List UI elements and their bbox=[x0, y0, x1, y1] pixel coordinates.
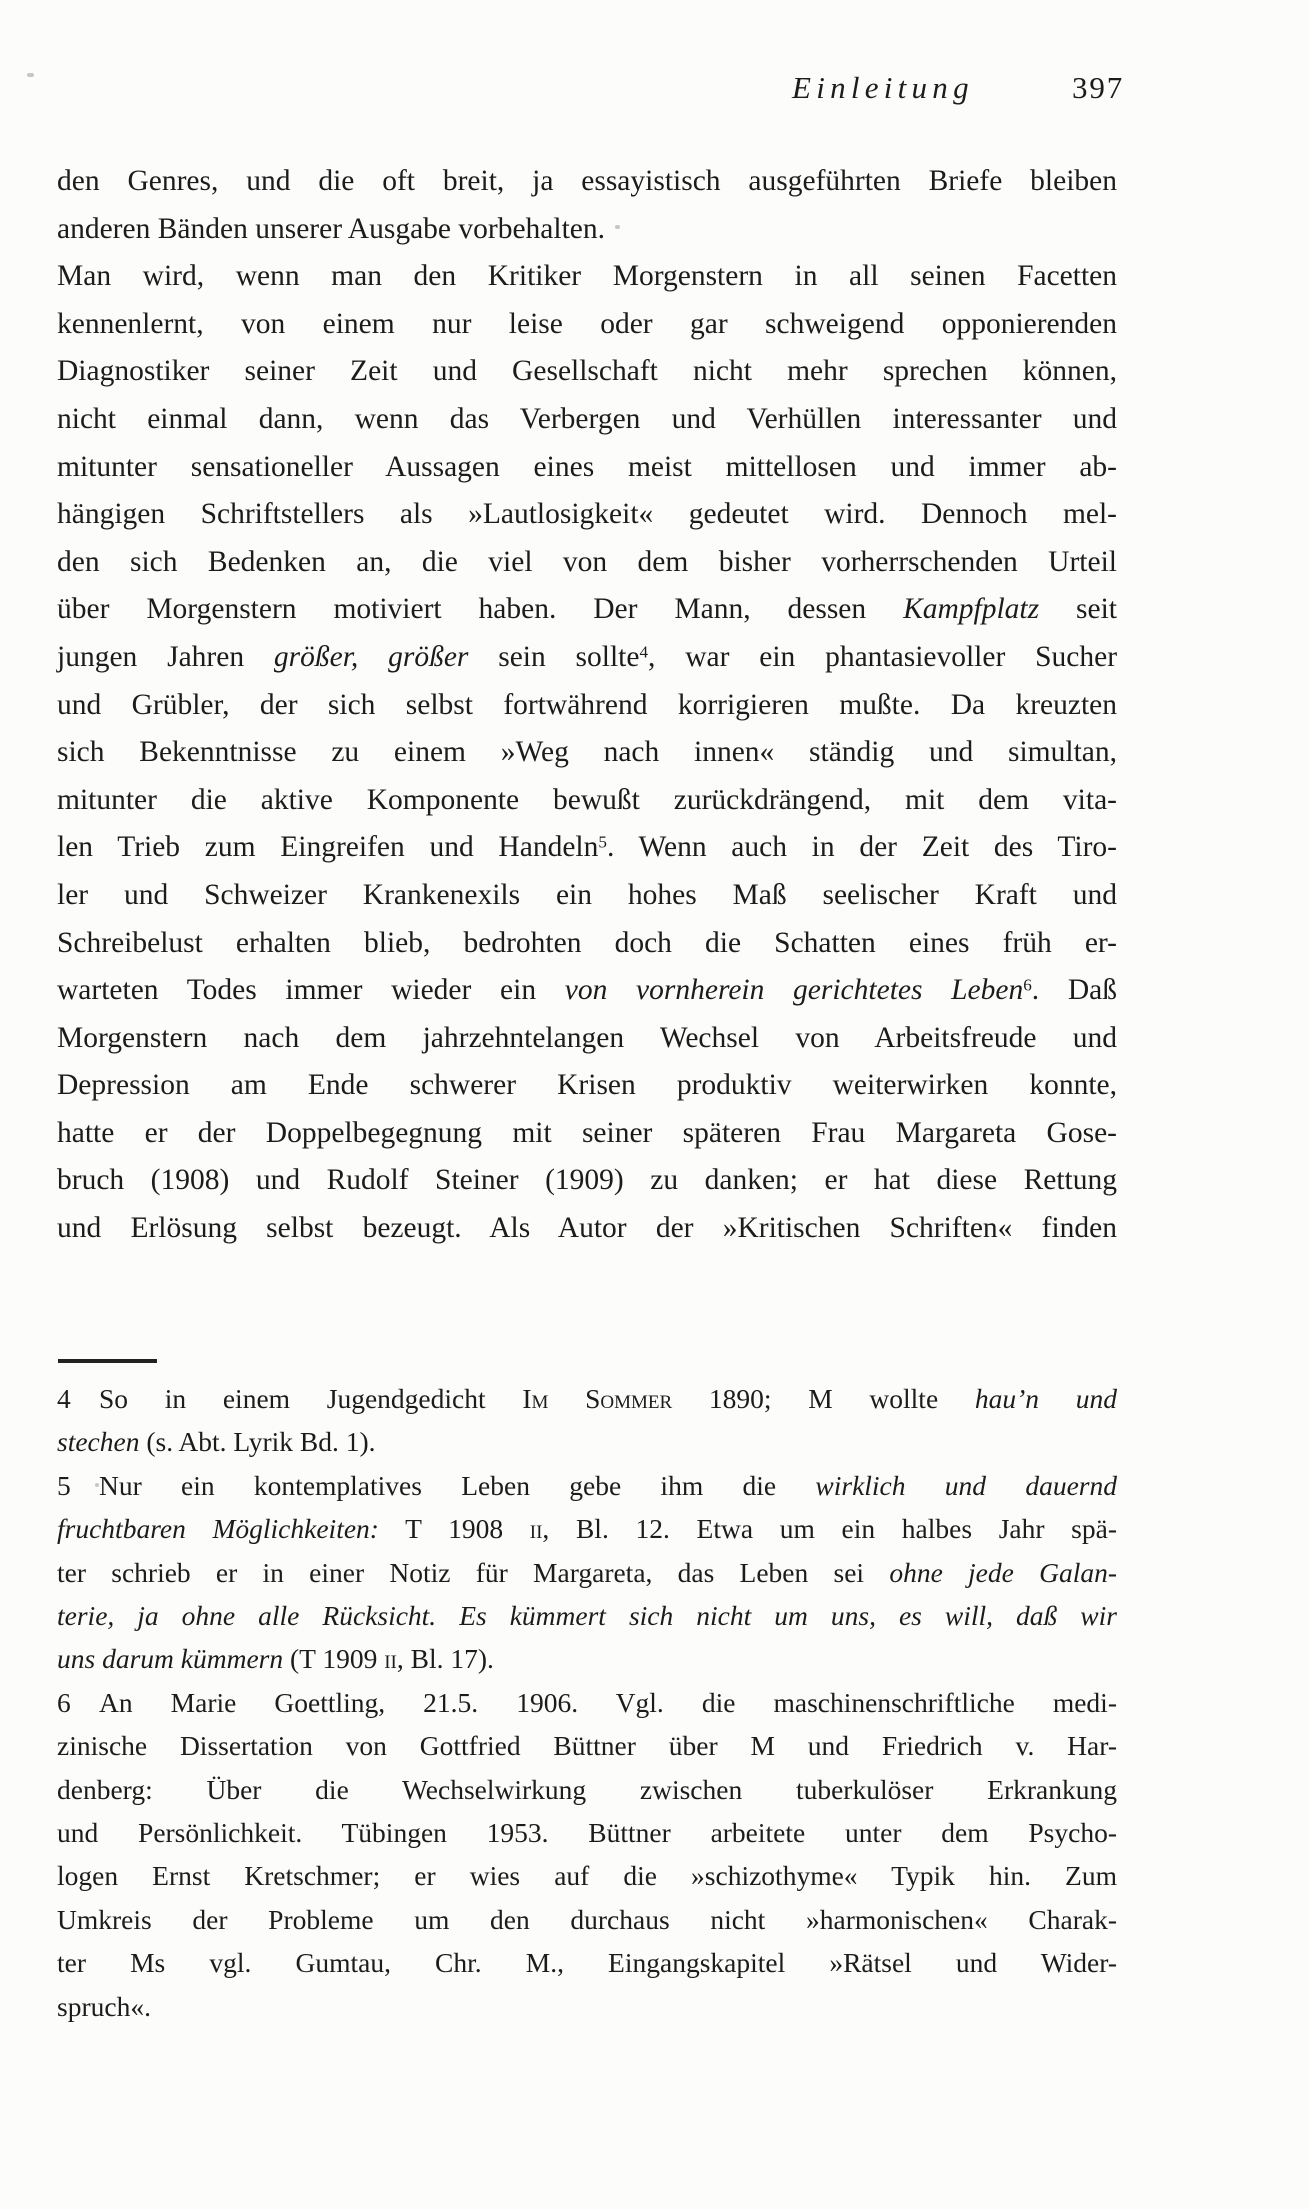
text-run: Nur ein kontemplatives Leben gebe ihm die bbox=[99, 1469, 816, 1501]
text-line bbox=[57, 1724, 1117, 1767]
footnotes-text bbox=[57, 1377, 1117, 2028]
text-line bbox=[57, 1157, 1117, 1205]
text-line bbox=[57, 158, 1117, 206]
text-run: , Bl. 12. Etwa um ein halbes Jahr spä- bbox=[542, 1513, 1117, 1545]
footnote-ref: 6 bbox=[1023, 975, 1032, 995]
body-text bbox=[57, 158, 1117, 1253]
text-line bbox=[57, 1637, 1117, 1680]
text-run: Kampfplatz bbox=[903, 593, 1040, 626]
text-run: Man wird, wenn man den Kritiker Morgenstern in all seinen Facetten bbox=[57, 260, 1117, 293]
text-line bbox=[57, 1420, 1117, 1463]
text-run: Umkreis der Probleme um den durchaus nicht »harmonischen« Charak- bbox=[57, 1903, 1117, 1935]
text-run: ter Ms vgl. Gumtau, Chr. M., Eingangskapitel »Rätsel und Wider- bbox=[57, 1947, 1117, 1979]
text-line bbox=[57, 777, 1117, 825]
footnote-number: 4 bbox=[57, 1383, 71, 1414]
text-line bbox=[57, 682, 1117, 730]
text-run: 1890; M wollte bbox=[672, 1383, 975, 1414]
text-run: und Erlösung selbst bezeugt. Als Autor der »Kritischen Schriften« finden bbox=[57, 1212, 1117, 1245]
text-run: So in einem Jugendgedicht bbox=[99, 1383, 523, 1414]
text-run: hängigen Schriftstellers als »Lautlosigkeit« gedeutet wird. Dennoch mel- bbox=[57, 498, 1117, 531]
text-line bbox=[57, 872, 1117, 920]
text-line bbox=[57, 1594, 1117, 1637]
text-run: Diagnostiker seiner Zeit und Gesellschaft nicht mehr sprechen können, bbox=[57, 355, 1117, 388]
text-run: terie, ja ohne alle Rücksicht. Es kümmert sich nicht um uns, es will, daß wir bbox=[57, 1600, 1117, 1632]
text-run: größer, größer bbox=[273, 640, 469, 673]
text-run: und Grübler, der sich selbst fortwährend korrigieren mußte. Da kreuzten bbox=[57, 688, 1117, 721]
text-line bbox=[57, 206, 1117, 254]
text-line bbox=[57, 1110, 1117, 1158]
text-run: T 1908 bbox=[378, 1513, 530, 1545]
text-line bbox=[57, 1377, 1117, 1420]
text-run: . Daß bbox=[1031, 974, 1117, 1007]
text-line bbox=[57, 1464, 1117, 1507]
text-run: sein sollte bbox=[468, 640, 640, 673]
text-run: ter schrieb er in einer Notiz für Margareta, das Leben sei bbox=[57, 1556, 890, 1588]
text-run: den sich Bedenken an, die viel von dem bisher vorherrschenden Urteil bbox=[57, 545, 1117, 578]
text-run: , war ein phantasievoller Sucher bbox=[648, 640, 1118, 673]
text-run: und Persönlichkeit. Tübingen 1953. Büttner arbeitete unter dem Psycho- bbox=[57, 1817, 1117, 1849]
text-run: denberg: Über die Wechselwirkung zwischen tuberkulöser Erkrankung bbox=[57, 1773, 1117, 1805]
text-run: anderen Bänden unserer Ausgabe vorbehalten. bbox=[57, 212, 605, 245]
running-head-title: Einleitung bbox=[792, 70, 974, 105]
text-line bbox=[57, 967, 1117, 1015]
text-run: den Genres, und die oft breit, ja essayistisch ausgeführten Briefe bleiben bbox=[57, 165, 1117, 197]
text-run: Morgenstern nach dem jahrzehntelangen Wechsel von Arbeitsfreude und bbox=[57, 1021, 1117, 1054]
page-number: 397 bbox=[1072, 70, 1125, 105]
text-line bbox=[57, 824, 1117, 872]
text-run: (T 1909 bbox=[283, 1643, 385, 1675]
text-line bbox=[57, 444, 1117, 492]
text-run: ii bbox=[384, 1643, 397, 1675]
text-run: jungen Jahren bbox=[57, 640, 274, 673]
text-run: ii bbox=[529, 1513, 543, 1545]
text-run: spruch«. bbox=[57, 1990, 151, 2022]
text-line bbox=[57, 1062, 1117, 1110]
text-run: . Wenn auch in der Zeit des Tiro- bbox=[606, 831, 1117, 864]
text-line bbox=[57, 1768, 1117, 1811]
text-run: sich Bekenntnisse zu einem »Weg nach innen« ständig und simultan, bbox=[57, 736, 1117, 769]
text-run: len Trieb zum Eingreifen und Handeln bbox=[57, 831, 599, 864]
text-run: wirklich und dauernd bbox=[815, 1469, 1117, 1501]
text-line bbox=[57, 1941, 1117, 1984]
text-line bbox=[57, 1898, 1117, 1941]
text-line bbox=[57, 396, 1117, 444]
text-line bbox=[57, 1811, 1117, 1854]
text-line bbox=[57, 1205, 1117, 1253]
text-run: (s. Abt. Lyrik Bd. 1). bbox=[139, 1426, 376, 1458]
text-run: mitunter sensationeller Aussagen eines meist mittellosen und immer ab- bbox=[57, 450, 1117, 483]
text-run: hatte er der Doppelbegegnung mit seiner späteren Frau Margareta Gose- bbox=[57, 1116, 1117, 1149]
text-line bbox=[57, 1681, 1117, 1724]
text-run: fruchtbaren Möglichkeiten: bbox=[57, 1513, 379, 1545]
text-run: An Marie Goettling, 21.5. 1906. Vgl. die maschinenschriftliche medi- bbox=[99, 1686, 1117, 1718]
text-line bbox=[57, 491, 1117, 539]
text-line bbox=[57, 1551, 1117, 1594]
text-run: hau’n und bbox=[974, 1383, 1117, 1414]
text-line bbox=[57, 1854, 1117, 1897]
scan-artifact bbox=[27, 73, 34, 77]
text-run: Depression am Ende schwerer Krisen produktiv weiterwirken konnte, bbox=[57, 1069, 1117, 1102]
scan-artifact bbox=[95, 1483, 99, 1487]
text-run: uns darum kümmern bbox=[57, 1643, 284, 1675]
text-line bbox=[57, 1015, 1117, 1063]
text-run: zinische Dissertation von Gottfried Büttner über M und Friedrich v. Har- bbox=[57, 1730, 1117, 1762]
text-line bbox=[57, 1507, 1117, 1550]
text-run: Im Sommer bbox=[522, 1383, 673, 1414]
text-line bbox=[57, 920, 1117, 968]
text-run: kennenlernt, von einem nur leise oder gar schweigend opponierenden bbox=[57, 307, 1117, 340]
text-run: seit bbox=[1039, 593, 1118, 626]
text-line bbox=[57, 586, 1117, 634]
text-run: von vornherein gerichtetes Leben bbox=[564, 974, 1024, 1007]
text-run: logen Ernst Kretschmer; er wies auf die »schizothyme« Typik hin. Zum bbox=[57, 1860, 1117, 1892]
text-run: über Morgenstern motiviert haben. Der Mann, dessen bbox=[57, 593, 904, 626]
text-line bbox=[57, 539, 1117, 587]
text-run: , Bl. 17). bbox=[396, 1643, 494, 1675]
text-line bbox=[57, 253, 1117, 301]
text-run: mitunter die aktive Komponente bewußt zurückdrängend, mit dem vita- bbox=[57, 783, 1117, 816]
text-run: bruch (1908) und Rudolf Steiner (1909) zu danken; er hat diese Rettung bbox=[57, 1164, 1117, 1197]
text-run: warteten Todes immer wieder ein bbox=[57, 974, 565, 1007]
text-line bbox=[57, 1985, 1117, 2028]
text-run: ohne jede Galan- bbox=[889, 1556, 1117, 1588]
scan-artifact bbox=[615, 225, 620, 229]
text-run: Schreibelust erhalten blieb, bedrohten doch die Schatten eines früh er- bbox=[57, 926, 1117, 959]
text-line bbox=[57, 301, 1117, 349]
text-line bbox=[57, 634, 1117, 682]
footnote-ref: 4 bbox=[639, 642, 649, 662]
text-run: stechen bbox=[57, 1426, 140, 1458]
text-line bbox=[57, 348, 1117, 396]
text-run: ler und Schweizer Krankenexils ein hohes Maß seelischer Kraft und bbox=[57, 878, 1117, 911]
text-run: nicht einmal dann, wenn das Verbergen und Verhüllen interessanter und bbox=[57, 402, 1117, 435]
footnote-separator bbox=[58, 1359, 157, 1363]
footnote-number: 5 bbox=[57, 1469, 71, 1501]
text-line bbox=[57, 729, 1117, 777]
footnote-number: 6 bbox=[57, 1686, 71, 1718]
footnote-ref: 5 bbox=[598, 832, 607, 852]
